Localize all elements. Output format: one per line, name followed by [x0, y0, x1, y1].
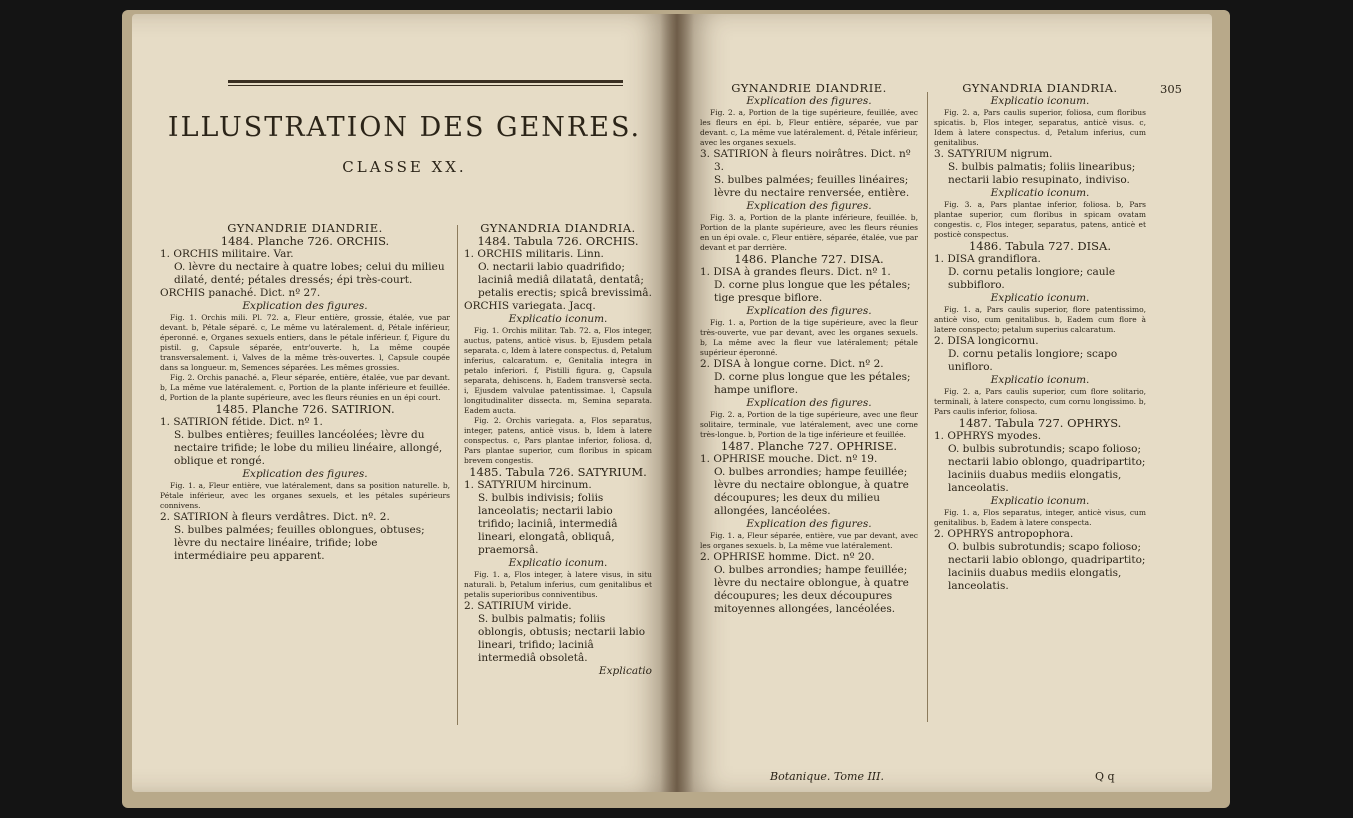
explication-heading: Explication des figures.	[242, 468, 368, 480]
species-entry: ORCHIS panaché. Dict. nº 27.	[160, 287, 321, 299]
figure-caption: Fig. 1. a, Portion de la tige supérieure, avec la fleur très-ouverte, vue par devant, avec les organes sexuels. b, La même avec la fleur vue latéralement; pétale supérieur éperonné.	[700, 318, 918, 357]
species-description: O. nectarii labio quadrifido; laciniâ mediâ dilatatâ, dentatâ; petalis erectis; spicâ brevissimâ.	[478, 261, 652, 299]
species-description: S. bulbes entières; feuilles lancéolées; lèvre du nectaire trifide; le lobe du milieu linéaire, allongé, oblique et rongé.	[174, 429, 443, 467]
figure-caption: Fig. 2. Orchis variegata. a, Flos separatus, integer, patens, anticè visus. b, Idem à latere conspectus. c, Pars plantae inferior, foliosa. d, Pars plantae superior, cum floribus in spicam brevem congestis.	[464, 416, 652, 465]
species-description: O. bulbis subrotundis; scapo folioso; nectarii labio oblongo, quadripartito; laciniis duabus mediis elongatis, lanceolatis.	[948, 541, 1146, 592]
explication-heading: Explicatio iconum.	[990, 95, 1090, 107]
right-column-latin	[934, 82, 1146, 593]
species-entry: 1. DISA grandiflora.	[934, 253, 1041, 265]
species-description: S. bulbes palmées; feuilles linéaires; lèvre du nectaire renversée, entière.	[714, 174, 910, 199]
species-description: S. bulbis palmatis; foliis linearibus; nectarii labio resupinato, indiviso.	[948, 161, 1136, 186]
explication-heading: Explicatio iconum.	[990, 374, 1090, 386]
figure-caption: Fig. 2. a, Pars caulis superior, foliosa, cum floribus spicatis. b, Flos integer, separatus, anticè visus. c, Idem à latere conspectus. d, Petalum inferius, cum genitalibus.	[934, 108, 1146, 147]
figure-caption: Fig. 1. Orchis militar. Tab. 72. a, Flos integer, auctus, patens, anticè visus. b, Ejusdem petala separata. c, Idem à latere conspectus. d, Petalum inferius, calcaratum. e, Genitalia integra in petalo inferiori. f, Pistilli figura. g, Capsula separata, dehiscens. h, Eadem transversè secta. i, Ejusdem valvulae patentissimae. l, Capsula longitudinaliter dissecta. m, Semina separata. Eadem aucta.	[464, 326, 652, 415]
plate-heading: 1487. Tabula 727. OPHRYS.	[958, 416, 1122, 430]
figure-caption: Fig. 2. a, Portion de la tige supérieure, avec une fleur solitaire, terminale, vue latéralement, avec une corne très-longue. b, Portion de la tige inférieure et feuillée.	[700, 410, 918, 439]
explication-heading: Explication des figures.	[242, 300, 368, 312]
species-description: D. cornu petalis longiore; caule subbifloro.	[948, 266, 1116, 291]
catchword: Explicatio	[598, 665, 652, 677]
species-description: D. corne plus longue que les pétales; hampe uniflore.	[714, 371, 911, 396]
column-header: GYNANDRIE DIANDRIE.	[227, 221, 383, 235]
explication-heading: Explicatio iconum.	[990, 495, 1090, 507]
plate-heading: 1486. Planche 727. DISA.	[734, 252, 884, 266]
species-description: D. corne plus longue que les pétales; tige presque biflore.	[714, 279, 911, 304]
right-column-french	[700, 82, 918, 616]
plate-heading: 1484. Planche 726. ORCHIS.	[220, 234, 390, 248]
explication-heading: Explicatio iconum.	[508, 313, 608, 325]
page-footer: Botanique. Tome III.	[770, 770, 884, 783]
species-entry: 1. SATYRIUM hircinum.	[464, 479, 592, 491]
page-title: ILLUSTRATION DES GENRES.	[167, 112, 642, 143]
page-number: 305	[1160, 82, 1182, 96]
explication-heading: Explication des figures.	[746, 397, 872, 409]
species-entry: 2. SATIRION à fleurs verdâtres. Dict. nº. 2.	[160, 511, 390, 523]
explication-heading: Explication des figures.	[746, 200, 872, 212]
running-header: GYNANDRIE DIANDRIE.	[731, 81, 887, 95]
figure-caption: Fig. 2. a, Pars caulis superior, cum flore solitario, terminali, à latere conspecto, cum cornu longissimo. b, Pars caulis inferior, foliosa.	[934, 387, 1146, 416]
species-entry: ORCHIS variegata. Jacq.	[464, 300, 596, 312]
explication-heading: Explicatio iconum.	[990, 187, 1090, 199]
species-entry: 3. SATYRIUM nigrum.	[934, 148, 1053, 160]
species-entry: 2. DISA à longue corne. Dict. nº 2.	[700, 358, 884, 370]
species-entry: 3. SATIRION à fleurs noirâtres. Dict. nº 3.	[700, 148, 911, 173]
book-gutter	[660, 14, 694, 792]
figure-caption: Fig. 1. a, Fleur entière, vue latéralement, dans sa position naturelle. b, Pétale inférieur, avec les organes sexuels, et les pétales supérieurs connivens.	[160, 481, 450, 510]
species-entry: 1. ORCHIS militaris. Linn.	[464, 248, 604, 260]
figure-caption: Fig. 3. a, Portion de la plante inférieure, feuillée. b, Portion de la plante supérieure, avec les fleurs réunies en un épi ovale. c, Fleur entière, séparée, étalée, vue par devant et par derrière.	[700, 213, 918, 252]
species-entry: 1. OPHRYS myodes.	[934, 430, 1042, 442]
plate-heading: 1486. Tabula 727. DISA.	[968, 239, 1112, 253]
explication-heading: Explicatio iconum.	[990, 292, 1090, 304]
species-description: S. bulbis palmatis; foliis oblongis, obtusis; nectarii labio lineari, trifido; laciniâ intermediâ obsoletâ.	[478, 613, 646, 664]
species-entry: 2. DISA longicornu.	[934, 335, 1039, 347]
explication-heading: Explication des figures.	[746, 95, 872, 107]
column-divider	[927, 92, 928, 722]
figure-caption: Fig. 2. a, Portion de la tige supérieure, feuillée, avec les fleurs en épi. b, Fleur entière, séparée, vue par devant. c, La même vue latéralement. d, Pétale inférieur, avec les organes sexuels.	[700, 108, 918, 147]
signature-mark: Q q	[1095, 770, 1115, 783]
species-entry: 1. ORCHIS militaire. Var.	[160, 248, 294, 260]
species-description: O. bulbes arrondies; hampe feuillée; lèvre du nectaire oblongue, à quatre découpures; les deux du milieu allongées, lancéolées.	[714, 466, 909, 517]
classe-heading: CLASSE XX.	[342, 158, 467, 176]
figure-caption: Fig. 1. a, Fleur séparée, entière, vue par devant, avec les organes sexuels. b, La même vue latéralement.	[700, 531, 918, 550]
figure-caption: Fig. 3. a, Pars plantae inferior, foliosa. b, Pars plantae superior, cum floribus in spicam ovatam congestis. c, Flos integer, separatus, patens, anticè et posticè conspectus.	[934, 200, 1146, 239]
species-entry: 2. SATIRIUM viride.	[464, 600, 572, 612]
species-entry: 1. OPHRISE mouche. Dict. nº 19.	[700, 453, 878, 465]
species-description: O. bulbes arrondies; hampe feuillée; lèvre du nectaire oblongue, à quatre découpures; les deux découpures mitoyennes allongées, lancéolées.	[714, 564, 909, 615]
plate-heading: 1487. Planche 727. OPHRISE.	[720, 439, 898, 453]
plate-heading: 1485. Planche 726. SATIRION.	[215, 402, 395, 416]
species-description: S. bulbis indivisis; foliis lanceolatis; nectarii labio trifido; laciniâ, intermediâ lineari, elongatâ, obliquâ, praemorsâ.	[478, 492, 618, 556]
column-divider	[457, 225, 458, 725]
species-description: D. cornu petalis longiore; scapo unifloro.	[948, 348, 1118, 373]
figure-caption: Fig. 1. a, Pars caulis superior, flore patentissimo, anticè viso, cum genitalibus. b, Eadem cum flore à latere conspecto; petalum superius calcaratum.	[934, 305, 1146, 334]
figure-caption: Fig. 2. Orchis panaché. a, Fleur séparée, entière, étalée, vue par devant. b, La même vue latéralement. c, Portion de la plante inférieure et feuillée. d, Portion de la plante supérieure, avec les fleurs réunies en un épi court.	[160, 373, 450, 402]
species-entry: 2. OPHRISE homme. Dict. nº 20.	[700, 551, 875, 563]
left-column-latin	[464, 222, 652, 678]
species-description: O. lèvre du nectaire à quatre lobes; celui du milieu dilaté, denté; pétales dressés; épi très-court.	[174, 261, 445, 286]
figure-caption: Fig. 1. a, Flos separatus, integer, anticè visus, cum genitalibus. b, Eadem à latere conspecta.	[934, 508, 1146, 527]
species-entry: 1. SATIRION fétide. Dict. nº 1.	[160, 416, 323, 428]
explication-heading: Explication des figures.	[746, 305, 872, 317]
plate-heading: 1485. Tabula 726. SATYRIUM.	[469, 465, 647, 479]
species-entry: 1. DISA à grandes fleurs. Dict. nº 1.	[700, 266, 891, 278]
running-header: GYNANDRIA DIANDRIA.	[962, 81, 1118, 95]
column-header: GYNANDRIA DIANDRIA.	[480, 221, 636, 235]
explication-heading: Explication des figures.	[746, 518, 872, 530]
figure-caption: Fig. 1. a, Flos integer, à latere visus, in situ naturali. b, Petalum inferius, cum genitalibus et petalis superioribus conniventibus.	[464, 570, 652, 599]
species-description: S. bulbes palmées; feuilles oblongues, obtuses; lèvre du nectaire linéaire, trifide; lobe intermédiaire peu apparent.	[174, 524, 425, 562]
species-entry: 2. OPHRYS antropophora.	[934, 528, 1074, 540]
species-description: O. bulbis subrotundis; scapo folioso; nectarii labio oblongo, quadripartito; laciniis duabus mediis elongatis, lanceolatis.	[948, 443, 1146, 494]
title-rule	[228, 80, 623, 83]
figure-caption: Fig. 1. Orchis mili. Pl. 72. a, Fleur entière, grossie, étalée, vue par devant. b, Pétale séparé. c, Le même vu latéralement. d, Pétale inférieur, éperonné. e, Organes sexuels entiers, dans le pétale inférieur. f, Figure du pistil. g, Capsule séparée, entr'ouverte. h, La même coupée transversalement. i, Valves de la même très-ouvertes. l, Capsule coupée dans sa longueur. m, Semences séparées. Les mêmes grossies.	[160, 313, 450, 372]
left-column-french	[160, 222, 450, 563]
title-rule-thin	[228, 85, 623, 86]
explication-heading: Explicatio iconum.	[508, 557, 608, 569]
plate-heading: 1484. Tabula 726. ORCHIS.	[477, 234, 639, 248]
